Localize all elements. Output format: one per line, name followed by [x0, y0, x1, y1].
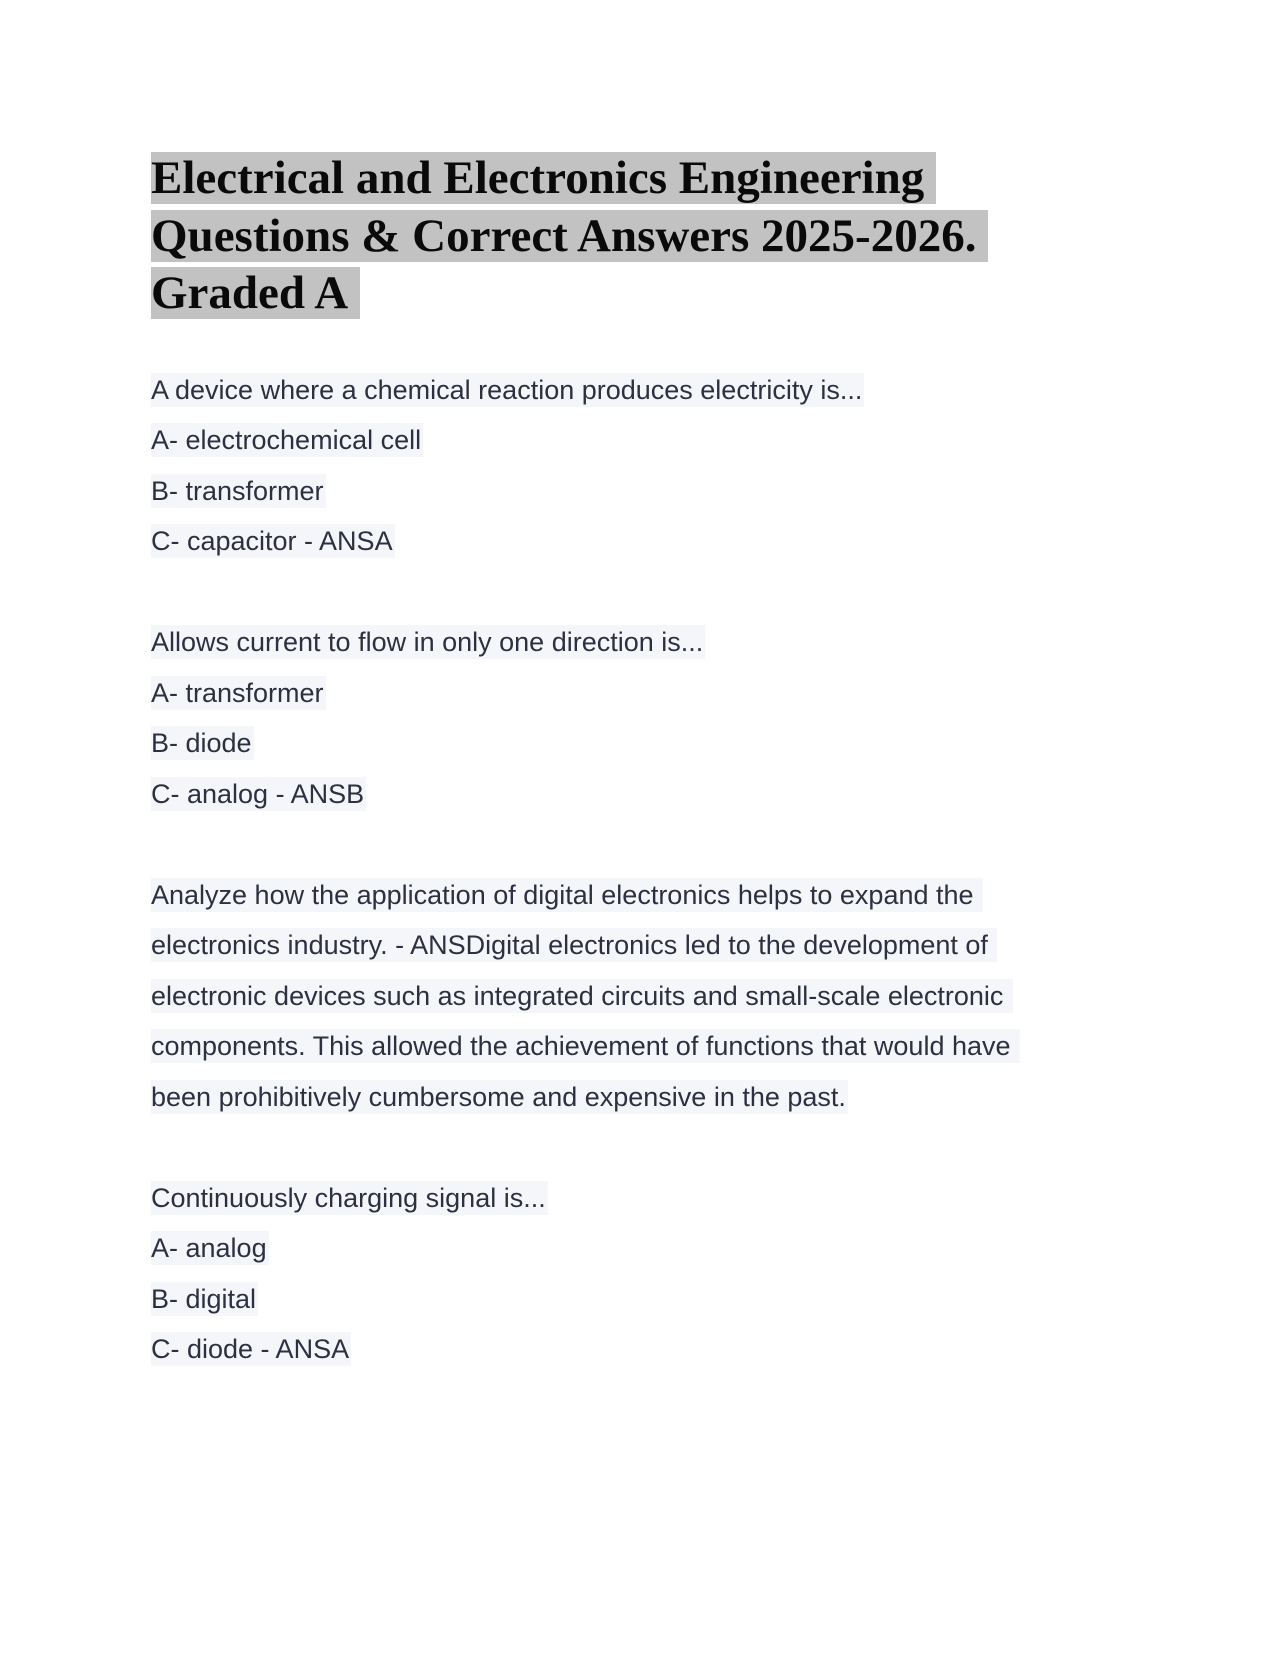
- paragraph-line: electronics industry. - ANSDigital electronics led to the development of: [151, 930, 996, 960]
- spacer: [151, 575, 1151, 626]
- option-a: A- transformer: [151, 677, 324, 708]
- paragraph-line: components. This allowed the achievement of functions that would have: [151, 1031, 1019, 1061]
- option-b: B- transformer: [151, 475, 324, 506]
- spacer: [151, 1130, 1151, 1181]
- title-line-3: Graded A: [151, 267, 360, 319]
- option-a: A- analog: [151, 1233, 267, 1263]
- document-page: [151, 150, 1151, 1383]
- document-title: [151, 150, 1151, 323]
- option-b: B- diode: [151, 728, 252, 758]
- paragraph-line: been prohibitively cumbersome and expensive in the past.: [151, 1081, 846, 1112]
- document-body: [151, 373, 1151, 1383]
- question-text: A device where a chemical reaction produces electricity is...: [151, 374, 863, 405]
- question-text: Continuously charging signal is...: [151, 1182, 546, 1213]
- option-c-answer: C- diode - ANSA: [151, 1334, 350, 1364]
- question-block-4: [151, 1181, 1151, 1383]
- option-c-answer: C- capacitor - ANSA: [151, 526, 393, 556]
- title-line-2: Questions & Correct Answers 2025-2026.: [151, 210, 988, 262]
- option-b: B- digital: [151, 1283, 257, 1314]
- question-block-3-paragraph: [151, 878, 1151, 1131]
- paragraph-line: electronic devices such as integrated circuits and small-scale electronic: [151, 980, 1011, 1011]
- question-text: Allows current to flow in only one direction is...: [151, 627, 704, 657]
- option-c-answer: C- analog - ANSB: [151, 778, 365, 809]
- title-line-1: Electrical and Electronics Engineering: [151, 152, 936, 204]
- paragraph-line: Analyze how the application of digital electronics helps to expand the: [151, 879, 982, 910]
- spacer: [151, 827, 1151, 878]
- question-block-1: [151, 373, 1151, 575]
- option-a: A- electrochemical cell: [151, 425, 422, 455]
- question-block-2: [151, 625, 1151, 827]
